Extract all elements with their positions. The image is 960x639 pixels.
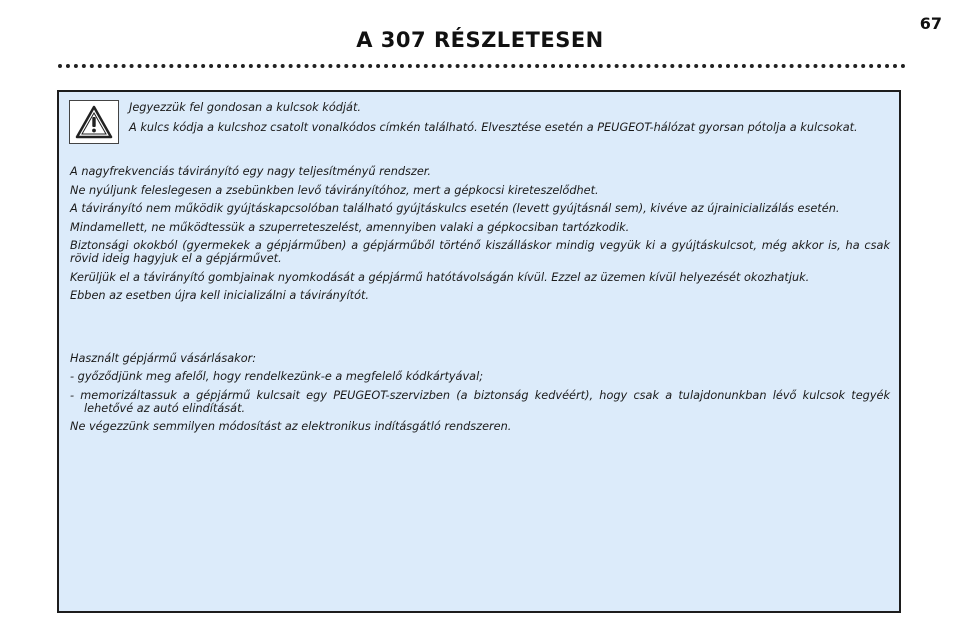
closing-paragraph: Ne végezzünk semmilyen módosítást az elektronikus indításgátló rendszeren. <box>70 420 512 434</box>
paragraph: Mindamellett, ne működtessük a szuperreteszelést, amennyiben valaki a gépkocsiban tartózkodik. <box>70 220 630 234</box>
used-vehicle-heading: Használt gépjármű vásárlásakor: <box>70 351 257 365</box>
main-text <box>70 166 890 440</box>
paragraph: A nagyfrekvenciás távirányító egy nagy teljesítményű rendszer. <box>70 165 432 178</box>
info-box <box>57 90 901 613</box>
warning-line: Jegyezzük fel gondosan a kulcsok kódját. <box>129 101 361 114</box>
paragraph: A távirányító nem működik gyújtáskapcsolóban található gyújtáskulcs esetén (levett gyújtásnál sem), kivéve az újrainicializálás esetén. <box>70 202 840 216</box>
warning-text <box>129 102 890 141</box>
paragraph: Kerüljük el a távirányító gombjainak nyomkodását a gépjármű hatótávolságán kívül. Ezzel az üzemen kívül helyezését okozhatjuk. <box>70 270 810 284</box>
page-number: 67 <box>919 14 942 33</box>
section-gap <box>70 309 890 353</box>
dotted-divider <box>58 64 906 68</box>
warning-line: A kulcs kódja a kulcshoz csatolt vonalkódos címkén található. Elvesztése esetén a PEUGEOT-hálózat gyorsan pótolja a kulcsokat. <box>129 120 858 134</box>
paragraph: Biztonsági okokból (gyermekek a gépjárműben) a gépjárműből történő kiszálláskor mindig vegyük ki a gyújtáskulcsot, még akkor is, ha csak rövid ideig hagyjuk el a gépjárművet. <box>70 239 890 265</box>
warning-icon-frame <box>69 100 119 144</box>
paragraph: Ebben az esetben újra kell inicializálni a távirányítót. <box>70 289 369 303</box>
page-title: A 307 RÉSZLETESEN <box>356 28 604 52</box>
list-item: - memorizáltassuk a gépjármű kulcsait egy PEUGEOT-szervizben (a biztonság kedvéért), hogy csak a tulajdonunkban lévő kulcsok tegyék lehetővé az autó elindítását. <box>70 388 890 415</box>
warning-triangle-icon <box>74 104 114 140</box>
paragraph: Ne nyúljunk feleslegesen a zsebünkben levő távirányítóhoz, mert a gépkocsi kireteszelődhet. <box>70 183 599 197</box>
list-item: - győződjünk meg afelől, hogy rendelkezünk-e a megfelelő kódkártyával; <box>70 370 484 384</box>
